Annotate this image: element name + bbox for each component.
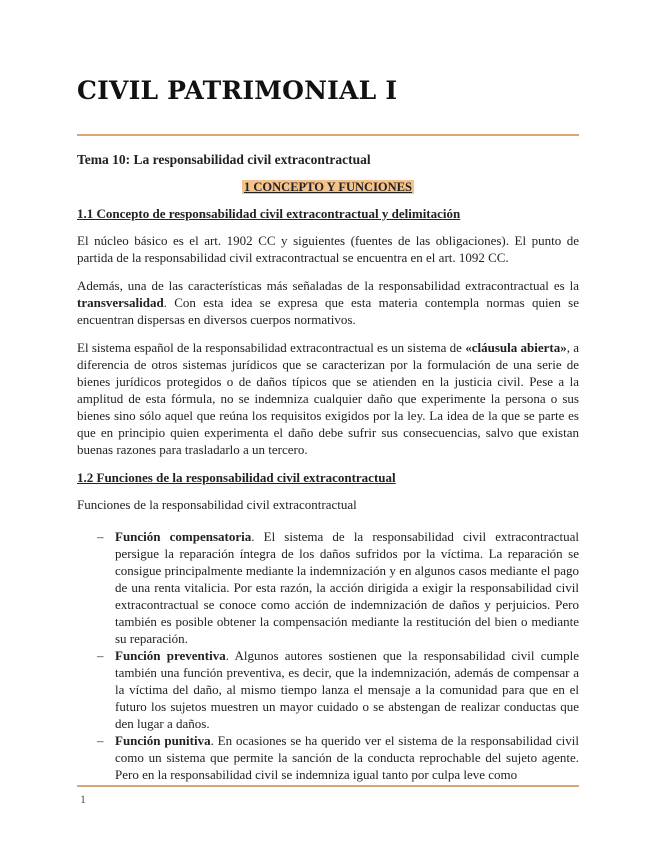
list-item-term: Función compensatoria: [115, 529, 252, 544]
paragraph-4: Funciones de la responsabilidad civil extracontractual: [77, 497, 357, 512]
section-heading-text: 1 CONCEPTO Y FUNCIONES: [244, 180, 412, 194]
list-item-text: . Algunos autores sostienen que la responsabilidad civil cumple también una función preventiva, es decir, que la indemnización, además de compensar a la víctima del daño, al mismo tiempo lanza el mensaje a la comunidad para que en el futuro los sujetos muestren un mayor cuidado o se abstengan de realizar conductas que den lugar a daños.: [115, 648, 579, 731]
list-item-text: . En ocasiones se ha querido ver el sistema de la responsabilidad civil como un sistema que permite la sanción de la conducta reprochable del sujeto agente. Pero en la responsabilidad civil se indemniza igual tanto por culpa leve como: [115, 733, 579, 782]
list-item: [77, 732, 579, 783]
topic-heading: Tema 10: La responsabilidad civil extracontractual: [77, 152, 371, 167]
list-item-text: . El sistema de la responsabilidad civil extracontractual persigue la reparación íntegra de los daños sufridos por la víctima. La reparación se consigue principalmente mediante la indemnización y en algunos casos mediante el pago de una renta vitalicia. Por esta razón, la acción dirigida a exigir la responsabilidad civil extracontractual se conoce como acción de indemnización de daños y perjuicios. Pero también es posible obtener la compensación mediante la restitución del bien o mediante su reparación.: [115, 529, 579, 646]
paragraph-1: El núcleo básico es el art. 1902 CC y siguientes (fuentes de las obligaciones). El punto de partida de la responsabilidad civil extracontractual se encuentra en el art. 1092 CC.: [77, 233, 579, 265]
paragraph-2-text-b: . Con esta idea se expresa que esta materia contempla normas quien se encuentran dispersas en diversos cuerpos normativos.: [77, 295, 579, 327]
paragraph-3: [77, 339, 579, 458]
subsection-heading-1: 1.1 Concepto de responsabilidad civil extracontractual y delimitación: [77, 206, 461, 221]
bullet-dash: –: [97, 648, 104, 663]
title-divider: [77, 134, 579, 136]
bullet-dash: –: [97, 529, 104, 544]
subsection-heading-2: 1.2 Funciones de la responsabilidad civil extracontractual: [77, 470, 396, 485]
document-body: [77, 151, 579, 783]
paragraph-2-text-a: Además, una de las características más señaladas de la responsabilidad extracontractual es la: [77, 278, 579, 293]
list-item: [77, 647, 579, 732]
page-number: 1: [80, 792, 86, 806]
list-item-term: Función preventiva: [115, 648, 226, 663]
paragraph-3-bold: «cláusula abierta»: [465, 340, 567, 355]
paragraph-2-bold: transversalidad: [77, 295, 164, 310]
footer-divider: [77, 785, 579, 787]
paragraph-3-text-b: , a diferencia de otros sistemas jurídicos que se caracterizan por la formulación de una serie de bienes jurídicos protegidos o de daños típicos que se atienden en la justicia civil. Pese a la amplitud de esta fórmula, no se indemniza cualquier daño que experimente la persona o sus bienes sino sólo aquel que reúna los requisitos exigidos por la ley. La idea de la que se parte es que en principio quien experimenta el daño debe sufrir sus consecuencias, salvo que existan buenas razones para trasladarlo a un tercero.: [77, 340, 579, 457]
document-title: CIVIL PATRIMONIAL I: [77, 76, 398, 105]
section-heading: [77, 178, 579, 196]
functions-list: [77, 528, 579, 783]
list-item-term: Función punitiva: [115, 733, 211, 748]
paragraph-2: [77, 277, 579, 328]
paragraph-3-text-a: El sistema español de la responsabilidad extracontractual es un sistema de: [77, 340, 466, 355]
list-item: [77, 528, 579, 647]
bullet-dash: –: [97, 733, 104, 748]
